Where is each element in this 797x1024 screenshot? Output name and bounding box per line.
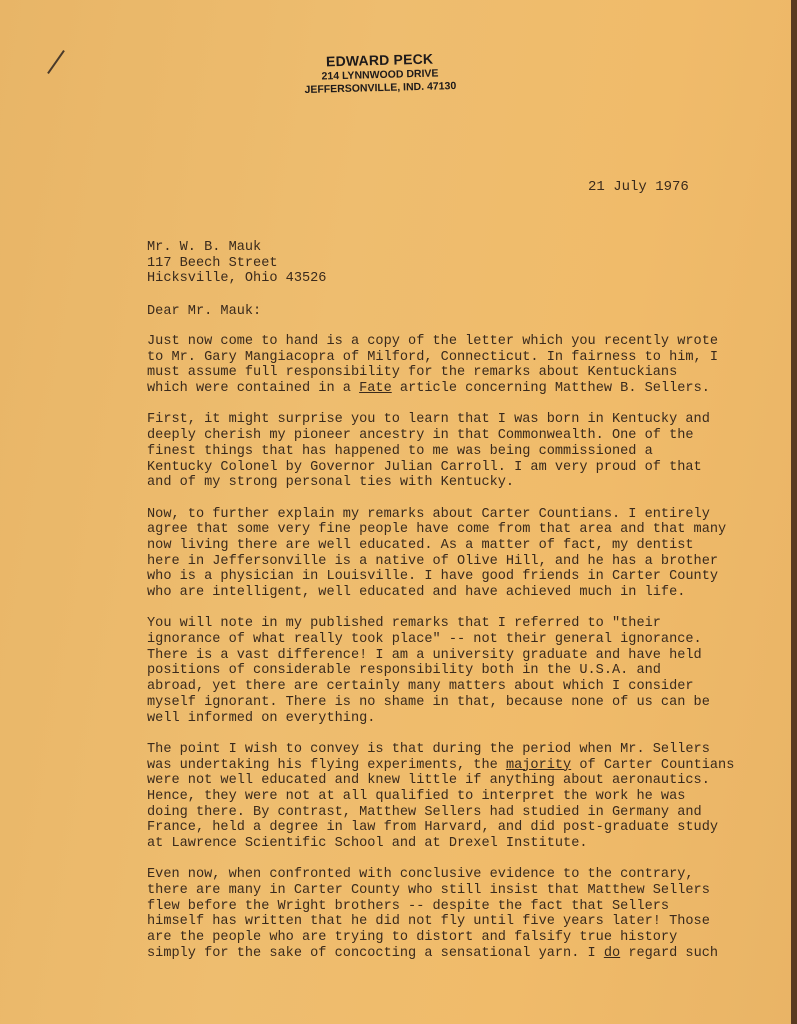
- text-line: doing there. By contrast, Matthew Sellers had studied in Germany and: [147, 804, 702, 820]
- letter-body: [147, 334, 734, 977]
- recipient-city: Hicksville, Ohio 43526: [147, 271, 327, 287]
- paragraph: [147, 742, 734, 852]
- text-line: abroad, yet there are certainly many matters about which I consider: [147, 679, 694, 695]
- text-line: were not well educated and knew little if anything about aeronautics.: [147, 773, 710, 789]
- page-edge: [791, 0, 797, 1024]
- text-line: who is a physician in Louisville. I have good friends in Carter County: [147, 569, 719, 585]
- text-line: There is a vast difference! I am a university graduate and have held: [147, 647, 702, 663]
- paragraph: [147, 334, 734, 397]
- text-line: there are many in Carter County who still insist that Matthew Sellers: [147, 883, 710, 899]
- salutation: Dear Mr. Mauk:: [147, 304, 262, 319]
- text-segment: was undertaking his flying experiments, the: [147, 757, 506, 773]
- text-line: Hence, they were not at all qualified to interpret the work he was: [147, 788, 686, 804]
- text-line: well informed on everything.: [147, 710, 376, 726]
- text-line: [147, 946, 734, 962]
- text-line: who are intelligent, well educated and have achieved much in life.: [147, 585, 686, 600]
- paragraph: [147, 616, 734, 726]
- underlined-word: majority: [505, 757, 572, 773]
- text-segment: simply for the sake of concocting a sensational yarn. I: [147, 945, 604, 961]
- paragraph: [147, 867, 734, 961]
- text-line: are the people who are trying to distort and falsify true history: [147, 930, 678, 946]
- sender-street: 214 LYNNWOOD DRIVE: [321, 67, 439, 83]
- paragraph: [147, 507, 734, 601]
- text-line: [147, 758, 734, 774]
- recipient-name: Mr. W. B. Mauk: [147, 240, 262, 255]
- text-line: The point I wish to convey is that during the period when Mr. Sellers: [147, 741, 710, 757]
- letterhead: [279, 49, 480, 97]
- text-line: at Lawrence Scientific School and at Drexel Institute.: [147, 836, 588, 851]
- paragraph: [147, 412, 734, 490]
- text-line: ignorance of what really took place" -- not their general ignorance.: [147, 632, 702, 648]
- text-line: must assume full responsibility for the remarks about Kentuckians: [147, 365, 678, 381]
- text-line: here in Jeffersonville is a native of Olive Hill, and he has a brother: [147, 553, 719, 569]
- text-line: Just now come to hand is a copy of the letter which you recently wrote: [147, 334, 719, 349]
- sender-name: EDWARD PECK: [325, 50, 434, 70]
- text-segment: of Carter Countians: [571, 757, 735, 773]
- text-line: agree that some very fine people have come from that area and that many: [147, 522, 727, 538]
- letter-date: 21 July 1976: [588, 179, 689, 195]
- sender-city: JEFFERSONVILLE, IND. 47130: [304, 80, 457, 96]
- text-line: to Mr. Gary Mangiacopra of Milford, Connecticut. In fairness to him, I: [147, 349, 719, 365]
- text-line: deeply cherish my pioneer ancestry in that Commonwealth. One of the: [147, 428, 694, 444]
- underlined-word: do: [603, 945, 621, 961]
- text-line: finest things that has happened to me was being commissioned a: [147, 443, 653, 459]
- text-line: First, it might surprise you to learn that I was born in Kentucky and: [147, 412, 710, 428]
- underlined-word: Fate: [359, 381, 392, 397]
- recipient-address: [147, 240, 326, 287]
- recipient-street: 117 Beech Street: [147, 255, 278, 271]
- text-line: Even now, when confronted with conclusive evidence to the contrary,: [147, 867, 694, 883]
- text-line: [147, 381, 734, 397]
- pencil-mark: [47, 50, 65, 74]
- text-line: positions of considerable responsibility both in the U.S.A. and: [147, 663, 661, 679]
- text-line: France, held a degree in law from Harvard, and did post-graduate study: [147, 820, 719, 836]
- text-segment: article concerning Matthew B. Sellers.: [391, 381, 710, 397]
- text-line: You will note in my published remarks that I referred to "their: [147, 616, 661, 632]
- text-line: himself has written that he did not fly until five years later! Those: [147, 914, 710, 930]
- text-line: Kentucky Colonel by Governor Julian Carroll. I am very proud of that: [147, 459, 702, 475]
- text-line: flew before the Wright brothers -- despite the fact that Sellers: [147, 898, 670, 914]
- text-line: and of my strong personal ties with Kentucky.: [147, 475, 515, 491]
- text-line: myself ignorant. There is no shame in that, because none of us can be: [147, 694, 710, 710]
- text-line: Now, to further explain my remarks about Carter Countians. I entirely: [147, 506, 710, 522]
- text-segment: regard such: [620, 945, 719, 961]
- text-line: now living there are well educated. As a matter of fact, my dentist: [147, 537, 694, 553]
- text-segment: which were contained in a: [147, 381, 360, 397]
